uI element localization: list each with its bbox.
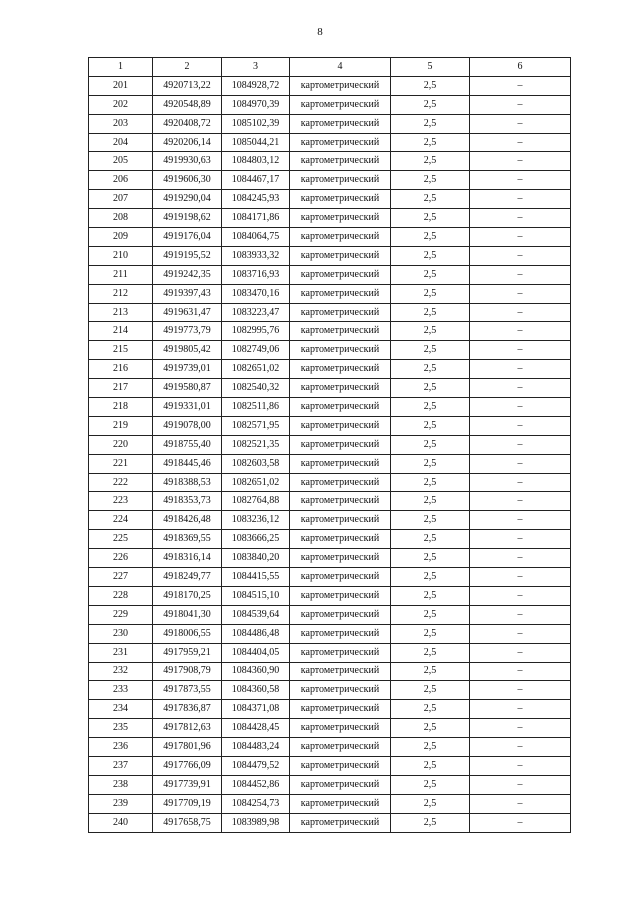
x-coordinate-cell: 4917812,63 [153,719,222,738]
accuracy-cell: 2,5 [391,95,470,114]
method-cell: картометрический [290,398,391,417]
y-coordinate-cell: 1085102,39 [222,114,290,133]
method-cell: картометрический [290,605,391,624]
point-number-cell: 220 [89,435,153,454]
point-number-cell: 221 [89,454,153,473]
x-coordinate-cell: 4920548,89 [153,95,222,114]
method-cell: картометрический [290,133,391,152]
accuracy-cell: 2,5 [391,492,470,511]
x-coordinate-cell: 4918388,53 [153,473,222,492]
method-cell: картометрический [290,473,391,492]
method-cell: картометрический [290,756,391,775]
x-coordinate-cell: 4920206,14 [153,133,222,152]
x-coordinate-cell: 4918041,30 [153,605,222,624]
y-coordinate-cell: 1083840,20 [222,549,290,568]
x-coordinate-cell: 4918006,55 [153,624,222,643]
method-cell: картометрический [290,416,391,435]
table-row [89,228,571,247]
accuracy-cell: 2,5 [391,605,470,624]
x-coordinate-cell: 4917709,19 [153,794,222,813]
column-header-6: 6 [470,58,571,77]
table-row [89,530,571,549]
x-coordinate-cell: 4919773,79 [153,322,222,341]
note-cell: – [470,549,571,568]
point-number-cell: 225 [89,530,153,549]
table-row [89,738,571,757]
note-cell: – [470,322,571,341]
note-cell: – [470,209,571,228]
table-row [89,775,571,794]
x-coordinate-cell: 4920713,22 [153,76,222,95]
y-coordinate-cell: 1082540,32 [222,379,290,398]
note-cell: – [470,492,571,511]
note-cell: – [470,738,571,757]
y-coordinate-cell: 1084415,55 [222,568,290,587]
x-coordinate-cell: 4917873,55 [153,681,222,700]
point-number-cell: 218 [89,398,153,417]
note-cell: – [470,568,571,587]
y-coordinate-cell: 1082749,06 [222,341,290,360]
x-coordinate-cell: 4919198,62 [153,209,222,228]
note-cell: – [470,605,571,624]
note-cell: – [470,435,571,454]
note-cell: – [470,662,571,681]
point-number-cell: 211 [89,265,153,284]
point-number-cell: 239 [89,794,153,813]
note-cell: – [470,416,571,435]
method-cell: картометрический [290,190,391,209]
y-coordinate-cell: 1084970,39 [222,95,290,114]
x-coordinate-cell: 4917801,96 [153,738,222,757]
table-body [89,76,571,832]
table-row [89,303,571,322]
table-row [89,190,571,209]
y-coordinate-cell: 1082651,02 [222,473,290,492]
table-row [89,341,571,360]
x-coordinate-cell: 4917658,75 [153,813,222,832]
point-number-cell: 204 [89,133,153,152]
x-coordinate-cell: 4918316,14 [153,549,222,568]
point-number-cell: 206 [89,171,153,190]
accuracy-cell: 2,5 [391,530,470,549]
accuracy-cell: 2,5 [391,794,470,813]
method-cell: картометрический [290,209,391,228]
y-coordinate-cell: 1083989,98 [222,813,290,832]
table-row [89,605,571,624]
point-number-cell: 232 [89,662,153,681]
y-coordinate-cell: 1084371,08 [222,700,290,719]
point-number-cell: 205 [89,152,153,171]
column-header-2: 2 [153,58,222,77]
y-coordinate-cell: 1084404,05 [222,643,290,662]
table-row [89,586,571,605]
accuracy-cell: 2,5 [391,114,470,133]
method-cell: картометрический [290,511,391,530]
accuracy-cell: 2,5 [391,284,470,303]
point-number-cell: 229 [89,605,153,624]
point-number-cell: 214 [89,322,153,341]
y-coordinate-cell: 1084360,58 [222,681,290,700]
point-number-cell: 202 [89,95,153,114]
method-cell: картометрический [290,303,391,322]
method-cell: картометрический [290,643,391,662]
table-row [89,511,571,530]
y-coordinate-cell: 1084171,86 [222,209,290,228]
method-cell: картометрический [290,738,391,757]
table-row [89,76,571,95]
method-cell: картометрический [290,265,391,284]
note-cell: – [470,265,571,284]
point-number-cell: 215 [89,341,153,360]
note-cell: – [470,530,571,549]
point-number-cell: 228 [89,586,153,605]
method-cell: картометрический [290,341,391,360]
y-coordinate-cell: 1082571,95 [222,416,290,435]
x-coordinate-cell: 4919331,01 [153,398,222,417]
table-row [89,322,571,341]
table-row [89,492,571,511]
x-coordinate-cell: 4918445,46 [153,454,222,473]
y-coordinate-cell: 1082995,76 [222,322,290,341]
accuracy-cell: 2,5 [391,190,470,209]
page-number: 8 [317,26,323,38]
method-cell: картометрический [290,379,391,398]
point-number-cell: 212 [89,284,153,303]
table-row [89,379,571,398]
method-cell: картометрический [290,114,391,133]
x-coordinate-cell: 4918353,73 [153,492,222,511]
x-coordinate-cell: 4919290,04 [153,190,222,209]
accuracy-cell: 2,5 [391,133,470,152]
point-number-cell: 237 [89,756,153,775]
x-coordinate-cell: 4919631,47 [153,303,222,322]
accuracy-cell: 2,5 [391,643,470,662]
y-coordinate-cell: 1084479,52 [222,756,290,775]
accuracy-cell: 2,5 [391,549,470,568]
method-cell: картометрический [290,681,391,700]
y-coordinate-cell: 1084064,75 [222,228,290,247]
accuracy-cell: 2,5 [391,719,470,738]
accuracy-cell: 2,5 [391,700,470,719]
x-coordinate-cell: 4919739,01 [153,360,222,379]
method-cell: картометрический [290,228,391,247]
accuracy-cell: 2,5 [391,662,470,681]
accuracy-cell: 2,5 [391,341,470,360]
x-coordinate-cell: 4919195,52 [153,246,222,265]
point-number-cell: 235 [89,719,153,738]
table-row [89,643,571,662]
note-cell: – [470,303,571,322]
accuracy-cell: 2,5 [391,398,470,417]
table-row [89,416,571,435]
method-cell: картометрический [290,530,391,549]
accuracy-cell: 2,5 [391,322,470,341]
note-cell: – [470,228,571,247]
point-number-cell: 216 [89,360,153,379]
point-number-cell: 207 [89,190,153,209]
table-row [89,133,571,152]
method-cell: картометрический [290,492,391,511]
table-row [89,813,571,832]
table-row [89,756,571,775]
x-coordinate-cell: 4919606,30 [153,171,222,190]
column-header-4: 4 [290,58,391,77]
y-coordinate-cell: 1084928,72 [222,76,290,95]
x-coordinate-cell: 4919176,04 [153,228,222,247]
table-header-row [89,58,571,77]
table-row [89,284,571,303]
accuracy-cell: 2,5 [391,756,470,775]
x-coordinate-cell: 4917766,09 [153,756,222,775]
y-coordinate-cell: 1084245,93 [222,190,290,209]
y-coordinate-cell: 1083666,25 [222,530,290,549]
accuracy-cell: 2,5 [391,152,470,171]
table-row [89,473,571,492]
x-coordinate-cell: 4918249,77 [153,568,222,587]
point-number-cell: 240 [89,813,153,832]
accuracy-cell: 2,5 [391,586,470,605]
table-row [89,435,571,454]
note-cell: – [470,473,571,492]
y-coordinate-cell: 1084428,45 [222,719,290,738]
x-coordinate-cell: 4918755,40 [153,435,222,454]
point-number-cell: 236 [89,738,153,757]
point-number-cell: 203 [89,114,153,133]
note-cell: – [470,360,571,379]
accuracy-cell: 2,5 [391,379,470,398]
table-row [89,152,571,171]
y-coordinate-cell: 1084486,48 [222,624,290,643]
y-coordinate-cell: 1083236,12 [222,511,290,530]
note-cell: – [470,246,571,265]
y-coordinate-cell: 1083470,16 [222,284,290,303]
note-cell: – [470,511,571,530]
method-cell: картометрический [290,95,391,114]
note-cell: – [470,76,571,95]
x-coordinate-cell: 4919242,35 [153,265,222,284]
accuracy-cell: 2,5 [391,360,470,379]
note-cell: – [470,700,571,719]
y-coordinate-cell: 1084452,86 [222,775,290,794]
note-cell: – [470,190,571,209]
accuracy-cell: 2,5 [391,76,470,95]
x-coordinate-cell: 4919397,43 [153,284,222,303]
accuracy-cell: 2,5 [391,416,470,435]
method-cell: картометрический [290,719,391,738]
coordinates-table [88,57,571,833]
y-coordinate-cell: 1085044,21 [222,133,290,152]
y-coordinate-cell: 1084467,17 [222,171,290,190]
point-number-cell: 219 [89,416,153,435]
x-coordinate-cell: 4919805,42 [153,341,222,360]
accuracy-cell: 2,5 [391,568,470,587]
accuracy-cell: 2,5 [391,813,470,832]
note-cell: – [470,794,571,813]
accuracy-cell: 2,5 [391,681,470,700]
point-number-cell: 226 [89,549,153,568]
point-number-cell: 208 [89,209,153,228]
x-coordinate-cell: 4917959,21 [153,643,222,662]
note-cell: – [470,454,571,473]
point-number-cell: 217 [89,379,153,398]
point-number-cell: 230 [89,624,153,643]
accuracy-cell: 2,5 [391,624,470,643]
accuracy-cell: 2,5 [391,435,470,454]
accuracy-cell: 2,5 [391,303,470,322]
method-cell: картометрический [290,568,391,587]
note-cell: – [470,643,571,662]
table-row [89,568,571,587]
note-cell: – [470,586,571,605]
point-number-cell: 233 [89,681,153,700]
y-coordinate-cell: 1083716,93 [222,265,290,284]
method-cell: картометрический [290,700,391,719]
accuracy-cell: 2,5 [391,738,470,757]
y-coordinate-cell: 1084360,90 [222,662,290,681]
y-coordinate-cell: 1083933,32 [222,246,290,265]
y-coordinate-cell: 1083223,47 [222,303,290,322]
table-row [89,114,571,133]
column-header-1: 1 [89,58,153,77]
point-number-cell: 234 [89,700,153,719]
method-cell: картометрический [290,152,391,171]
method-cell: картометрический [290,813,391,832]
table-row [89,95,571,114]
y-coordinate-cell: 1084803,12 [222,152,290,171]
note-cell: – [470,284,571,303]
point-number-cell: 224 [89,511,153,530]
x-coordinate-cell: 4917739,91 [153,775,222,794]
accuracy-cell: 2,5 [391,454,470,473]
method-cell: картометрический [290,360,391,379]
table-row [89,549,571,568]
table-row [89,794,571,813]
accuracy-cell: 2,5 [391,246,470,265]
note-cell: – [470,813,571,832]
table-row [89,662,571,681]
column-header-5: 5 [391,58,470,77]
table-row [89,360,571,379]
point-number-cell: 209 [89,228,153,247]
x-coordinate-cell: 4919930,63 [153,152,222,171]
point-number-cell: 223 [89,492,153,511]
note-cell: – [470,152,571,171]
point-number-cell: 210 [89,246,153,265]
method-cell: картометрический [290,624,391,643]
column-header-3: 3 [222,58,290,77]
method-cell: картометрический [290,775,391,794]
accuracy-cell: 2,5 [391,209,470,228]
table-row [89,209,571,228]
table-row [89,265,571,284]
x-coordinate-cell: 4918170,25 [153,586,222,605]
table-row [89,171,571,190]
method-cell: картометрический [290,549,391,568]
accuracy-cell: 2,5 [391,171,470,190]
method-cell: картометрический [290,246,391,265]
point-number-cell: 238 [89,775,153,794]
x-coordinate-cell: 4918369,55 [153,530,222,549]
note-cell: – [470,624,571,643]
y-coordinate-cell: 1082603,58 [222,454,290,473]
method-cell: картометрический [290,284,391,303]
method-cell: картометрический [290,171,391,190]
x-coordinate-cell: 4917908,79 [153,662,222,681]
note-cell: – [470,171,571,190]
x-coordinate-cell: 4919580,87 [153,379,222,398]
method-cell: картометрический [290,586,391,605]
point-number-cell: 222 [89,473,153,492]
note-cell: – [470,775,571,794]
point-number-cell: 201 [89,76,153,95]
y-coordinate-cell: 1084254,73 [222,794,290,813]
y-coordinate-cell: 1084539,64 [222,605,290,624]
table-row [89,454,571,473]
point-number-cell: 213 [89,303,153,322]
method-cell: картометрический [290,454,391,473]
note-cell: – [470,398,571,417]
accuracy-cell: 2,5 [391,775,470,794]
method-cell: картометрический [290,662,391,681]
note-cell: – [470,756,571,775]
method-cell: картометрический [290,322,391,341]
x-coordinate-cell: 4917836,87 [153,700,222,719]
x-coordinate-cell: 4918426,48 [153,511,222,530]
accuracy-cell: 2,5 [391,228,470,247]
y-coordinate-cell: 1082521,35 [222,435,290,454]
table-row [89,624,571,643]
x-coordinate-cell: 4919078,00 [153,416,222,435]
table-row [89,719,571,738]
point-number-cell: 227 [89,568,153,587]
y-coordinate-cell: 1082511,86 [222,398,290,417]
y-coordinate-cell: 1084483,24 [222,738,290,757]
method-cell: картометрический [290,76,391,95]
y-coordinate-cell: 1082764,88 [222,492,290,511]
table-row [89,246,571,265]
note-cell: – [470,719,571,738]
table-row [89,398,571,417]
y-coordinate-cell: 1082651,02 [222,360,290,379]
method-cell: картометрический [290,435,391,454]
note-cell: – [470,114,571,133]
accuracy-cell: 2,5 [391,265,470,284]
table-row [89,700,571,719]
x-coordinate-cell: 4920408,72 [153,114,222,133]
method-cell: картометрический [290,794,391,813]
note-cell: – [470,95,571,114]
note-cell: – [470,681,571,700]
accuracy-cell: 2,5 [391,473,470,492]
note-cell: – [470,133,571,152]
y-coordinate-cell: 1084515,10 [222,586,290,605]
point-number-cell: 231 [89,643,153,662]
table-row [89,681,571,700]
note-cell: – [470,341,571,360]
accuracy-cell: 2,5 [391,511,470,530]
note-cell: – [470,379,571,398]
